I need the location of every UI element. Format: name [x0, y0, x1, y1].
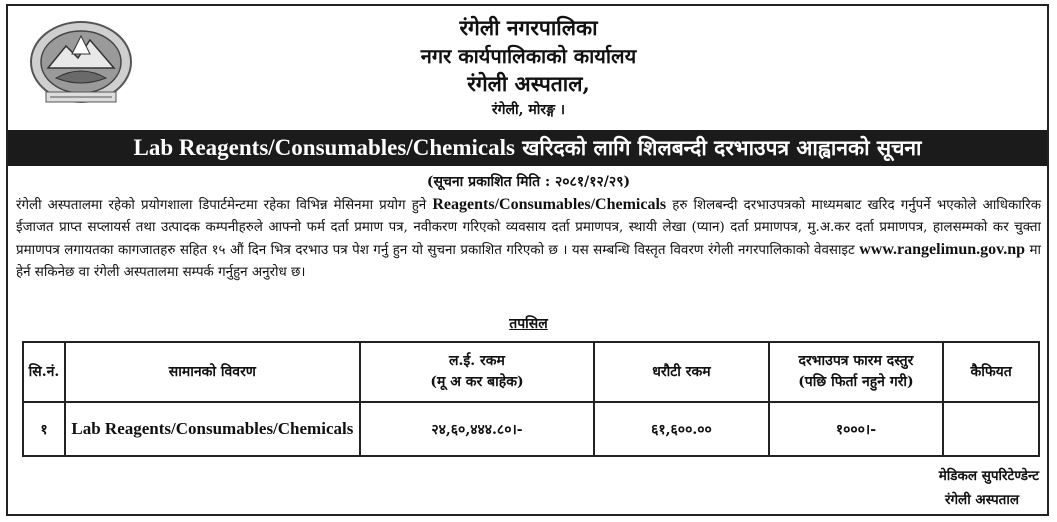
col-form-fee-line2: (पछि फिर्ता नहुने गरी): [798, 374, 914, 390]
notice-body: [16, 194, 1041, 284]
body-text-3: मा हेर्न सकिनेछ वा रंगेली अस्पतालमा सम्पर्क गर्नुहुन अनुरोध छ।: [16, 243, 1041, 280]
body-items-english: Reagents/Consumables/Chemicals: [432, 196, 667, 213]
banner-nepali: खरिदको लागि शिलबन्दी दरभाउपत्र आह्वानको सूचना: [514, 135, 922, 160]
col-estimated-cost-line1: ल.ई. रकम: [449, 353, 505, 369]
cell-estimated-cost: २४,६०,४४४.८०।-: [360, 402, 594, 456]
cell-form-fee: १०००।-: [769, 402, 943, 456]
col-sn: सि.नं.: [23, 342, 65, 402]
table-header-row: [23, 342, 1039, 402]
signatory-title: मेडिकल सुपरिटेण्डेन्ट: [938, 468, 1039, 484]
col-deposit: धरौटी रकम: [594, 342, 769, 402]
body-text-1: रंगेली अस्पतालमा रहेको प्रयोगशाला डिपार्टमेन्टमा रहेका विभिन्न मेसिनमा प्रयोग हुने: [16, 198, 433, 213]
website-link[interactable]: www.rangelimun.gov.np: [859, 241, 1026, 258]
col-form-fee-line1: दरभाउपत्र फारम दस्तुर: [798, 353, 914, 369]
notice-title-banner: [8, 130, 1047, 166]
cell-remarks: [943, 402, 1039, 456]
col-estimated-cost-line2: (मू अ कर बाहेक): [430, 374, 524, 390]
address: रंगेली, मोरङ्ग ।: [491, 102, 566, 118]
banner-english: Lab Reagents/Consumables/Chemicals: [133, 135, 515, 160]
municipality-name: रंगेली नगरपालिका: [459, 15, 598, 40]
hospital-name: रंगेली अस्पताल,: [467, 71, 590, 96]
signatory-office: रंगेली अस्पताल: [944, 492, 1019, 508]
details-heading: तपसिल: [509, 316, 548, 332]
cell-description: Lab Reagents/Consumables/Chemicals: [65, 402, 360, 456]
table-row: [23, 402, 1039, 456]
col-remarks: कैफियत: [943, 342, 1039, 402]
publication-date: (सूचना प्रकाशित मिति : २०८१/१२/२९): [426, 174, 631, 190]
col-description: सामानको विवरण: [65, 342, 360, 402]
cell-deposit: ६१,६००.००: [594, 402, 769, 456]
col-form-fee: [769, 342, 943, 402]
col-estimated-cost: [360, 342, 594, 402]
body-text-2: हरु शिलबन्दी दरभाउपत्रको माध्यमबाट खरिद गर्नुपर्ने भएकोले आधिकारिक ईजाजत प्राप्त सप्लायर्स तथा उत्पादक कम्पनीहरुले आफ्नो फर्म दर्ता प्रमाण पत्र, नवीकरण गरिएको व्यवसाय दर्ता प्रमाणपत्र, स्थायी लेखा (प्यान) दर्ता प्रमाणपत्र, मु.अ.कर दर्ता प्रमाणपत्र, हालसम्मको कर चुक्ता प्रमाणपत्र लगायतका कागजातहरु सहित १५ औं दिन भित्र दरभाउ पत्र पेश गर्नु हुन यो सुचना प्रकाशित गरिएको छ । यस सम्बन्धि विस्तृत विवरण रंगेली नगरपालिकाको वेवसाइट: [16, 198, 1041, 258]
office-name: नगर कार्यपालिकाको कार्यालय: [420, 44, 637, 68]
cell-sn: १: [23, 402, 65, 456]
items-table: [22, 341, 1040, 457]
